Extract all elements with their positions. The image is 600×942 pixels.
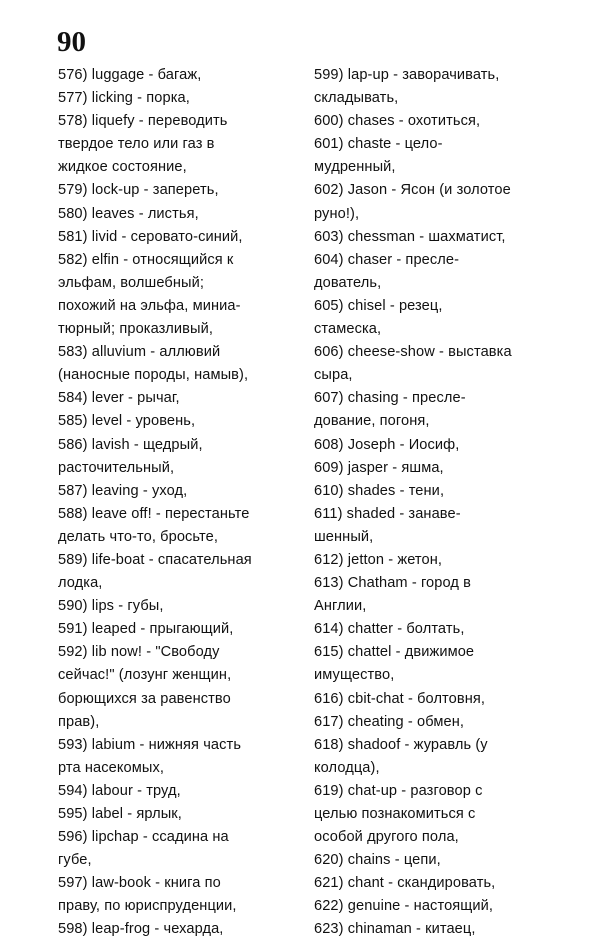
dictionary-line: 577) licking - порка, [58, 90, 190, 107]
dictionary-line: 620) chains - цепи, [314, 852, 441, 869]
dictionary-line: 595) label - ярлык, [58, 806, 182, 822]
dictionary-line: 614) chatter - болтать, [314, 621, 465, 638]
dictionary-line: 600) chases - охотиться, [314, 113, 481, 130]
dictionary-line: сейчас!" (лозунг женщин, [58, 667, 232, 684]
dictionary-line: праву, по юриспруденции, [58, 898, 237, 915]
dictionary-line: лодка, [58, 575, 103, 592]
dictionary-line: 623) chinaman - китаец, [314, 921, 476, 938]
dictionary-line: 587) leaving - уход, [58, 482, 188, 499]
dictionary-line: прав), [58, 713, 100, 730]
dictionary-line: твердое тело или газ в [58, 136, 215, 153]
dictionary-line: 608) Joseph - Иосиф, [314, 436, 460, 453]
dictionary-line: 603) chessman - шахматист, [314, 228, 506, 245]
dictionary-line: 606) cheese-show - выставка [314, 344, 512, 361]
dictionary-line: 609) jasper - яшма, [314, 459, 444, 476]
dictionary-line: 621) chant - скандировать, [314, 875, 496, 892]
dictionary-line: имущество, [314, 667, 395, 684]
dictionary-line: 622) genuine - настоящий, [314, 898, 494, 915]
dictionary-line: рта насекомых, [58, 759, 165, 776]
dictionary-line: 619) chat-up - разговор с [314, 782, 483, 799]
dictionary-line: особой другого пола, [314, 829, 459, 846]
dictionary-line: похожий на эльфа, миниа- [58, 297, 241, 314]
dictionary-line: 582) elfin - относящийся к [58, 251, 234, 268]
dictionary-line: 607) chasing - пресле- [314, 390, 466, 407]
dictionary-line: 602) Jason - Ясон (и золотое [314, 182, 511, 199]
dictionary-line: 588) leave off! - перестаньте [58, 505, 250, 522]
dictionary-line: 576) luggage - багаж, [58, 67, 202, 83]
dictionary-line: колодца), [314, 759, 380, 776]
dictionary-line: 589) life-boat - спасательная [58, 551, 252, 568]
dictionary-line: дователь, [314, 274, 382, 291]
page-number: 90 [57, 26, 86, 58]
dictionary-line: 605) chisel - резец, [314, 297, 443, 314]
dictionary-line: губе, [58, 852, 92, 869]
dictionary-line: 581) livid - серовато-синий, [58, 228, 243, 245]
dictionary-line: шенный, [314, 528, 374, 545]
right-column [314, 64, 554, 942]
dictionary-line: сыра, [314, 367, 353, 384]
dictionary-line: 584) lever - рычаг, [58, 390, 180, 407]
dictionary-line: делать что-то, бросьте, [58, 528, 218, 545]
dictionary-line: тюрный; проказливый, [58, 321, 213, 338]
dictionary-line: 604) chaser - пресле- [314, 251, 460, 268]
dictionary-line: дование, погоня, [314, 413, 430, 430]
dictionary-line: 617) cheating - обмен, [314, 713, 465, 730]
dictionary-line: 618) shadoof - журавль (у [314, 736, 488, 753]
dictionary-line: 583) alluvium - аллювий [58, 344, 221, 361]
dictionary-line: стамеска, [314, 321, 382, 338]
dictionary-line: руно!), [314, 205, 360, 222]
dictionary-line: 599) lap-up - заворачивать, [314, 67, 500, 83]
dictionary-line: 601) chaste - цело- [314, 136, 443, 153]
dictionary-line: эльфам, волшебный; [58, 274, 204, 291]
dictionary-line: 580) leaves - листья, [58, 205, 199, 222]
dictionary-line: 610) shades - тени, [314, 482, 445, 499]
dictionary-line: 578) liquefy - переводить [58, 113, 228, 130]
dictionary-line: Англии, [314, 598, 367, 615]
dictionary-line: жидкое состояние, [58, 159, 187, 176]
dictionary-line: 598) leap-frog - чехарда, [58, 921, 224, 938]
dictionary-line: мудренный, [314, 159, 396, 176]
left-column [58, 64, 298, 942]
dictionary-line: 585) level - уровень, [58, 413, 196, 430]
dictionary-line: 594) labour - труд, [58, 782, 181, 799]
dictionary-line: 590) lips - губы, [58, 598, 164, 615]
dictionary-line: целью познакомиться с [314, 806, 476, 822]
dictionary-line: складывать, [314, 90, 399, 107]
dictionary-line: 597) law-book - книга по [58, 875, 221, 892]
dictionary-line: 586) lavish - щедрый, [58, 436, 203, 453]
dictionary-line: расточительный, [58, 459, 175, 476]
dictionary-line: 611) shaded - занаве- [314, 505, 461, 522]
dictionary-line: борющихся за равенство [58, 690, 231, 707]
dictionary-line: 616) cbit-chat - болтовня, [314, 690, 486, 707]
dictionary-line: 592) lib now! - "Свободу [58, 644, 220, 661]
dictionary-line: 612) jetton - жетон, [314, 551, 443, 568]
dictionary-line: 596) lipchap - ссадина на [58, 829, 229, 846]
dictionary-line: 591) leaped - прыгающий, [58, 621, 234, 638]
dictionary-line: 613) Chatham - город в [314, 575, 472, 592]
dictionary-line: (наносные породы, намыв), [58, 367, 249, 384]
dictionary-line: 593) labium - нижняя часть [58, 736, 242, 753]
dictionary-line: 615) chattel - движимое [314, 644, 475, 661]
dictionary-line: 579) lock-up - запереть, [58, 182, 219, 199]
